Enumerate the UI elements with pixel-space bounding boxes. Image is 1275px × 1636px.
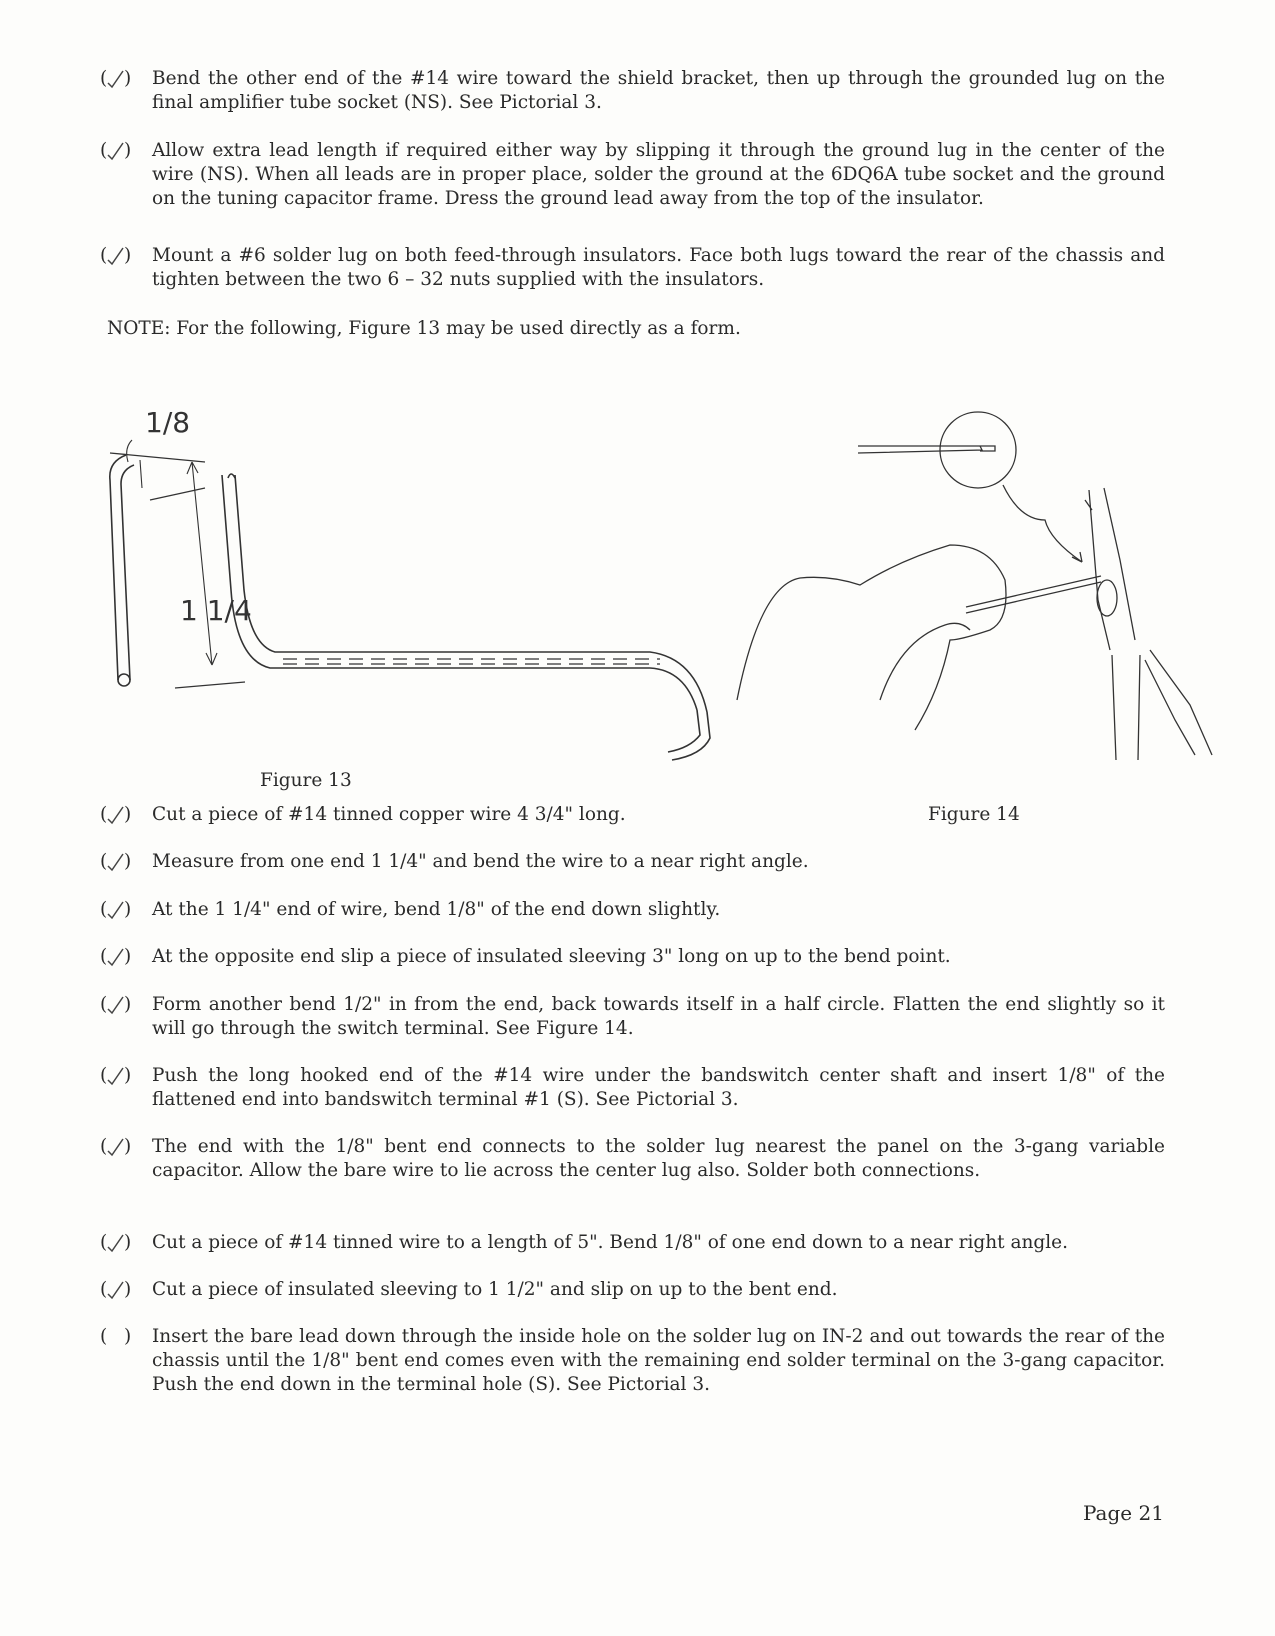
- instruction-step: [100, 993, 1165, 1041]
- step-text: Push the long hooked end of the #14 wire under the bandswitch center shaft and insert 1/8" of the flattened end into bandswitch terminal #1 (S). See Pictorial 3.: [152, 1065, 1165, 1110]
- instruction-step: [100, 945, 1165, 969]
- step-checkbox[interactable]: ( ): [100, 1232, 132, 1253]
- check-mark-icon: [106, 1066, 126, 1086]
- instruction-step: [100, 850, 1165, 874]
- step-checkbox[interactable]: ( ): [100, 1065, 132, 1086]
- check-mark-icon: [106, 1280, 126, 1300]
- step-text: Measure from one end 1 1/4" and bend the wire to a near right angle.: [152, 851, 809, 872]
- step-checkbox[interactable]: ( ): [100, 140, 132, 161]
- figure-13-caption: Figure 13: [260, 770, 352, 791]
- hook-end: [668, 710, 710, 760]
- step-text: Cut a piece of #14 tinned copper wire 4 3/4" long.: [152, 804, 626, 825]
- short-bent-end: [110, 455, 134, 680]
- check-mark-icon: [106, 1233, 126, 1253]
- step-checkbox[interactable]: ( ): [100, 1136, 132, 1157]
- step-checkbox[interactable]: ( ): [100, 804, 132, 825]
- figure-14-caption: Figure 14: [928, 804, 1020, 825]
- check-mark-icon: [106, 947, 126, 967]
- wire-end: [118, 674, 130, 686]
- instruction-step: [100, 1325, 1165, 1397]
- step-text: The end with the 1/8" bent end connects to the solder lug nearest the panel on the 3-gang variable capacitor. Allow the bare wire to lie across the center lug also. Solder both connections.: [152, 1136, 1165, 1181]
- step-checkbox[interactable]: ( ): [100, 245, 132, 266]
- sleeving-dashes: [283, 659, 660, 664]
- dimension-label-eighth: 1/8: [145, 406, 191, 439]
- figure-13-wire-form: [0, 0, 1275, 800]
- step-checkbox[interactable]: ( ): [100, 68, 132, 89]
- instruction-step: [100, 1064, 1165, 1112]
- step-text: Insert the bare lead down through the inside hole on the solder lug on IN-2 and out towards the rear of the chassis until the 1/8" bent end comes even with the remaining end solder terminal on the 3-gang capacitor. Push the end down in the terminal hole (S). See Pictorial 3.: [152, 1326, 1165, 1395]
- check-mark-icon: [106, 1137, 126, 1157]
- step-checkbox[interactable]: ( ): [100, 1326, 132, 1347]
- step-text: Mount a #6 solder lug on both feed-through insulators. Face both lugs toward the rear of the chassis and tighten between the two 6 – 32 nuts supplied with the insulators.: [152, 245, 1165, 290]
- dimension-label-one-quarter: 1 1/4: [180, 594, 252, 627]
- step-text: Form another bend 1/2" in from the end, back towards itself in a half circle. Flatten the end slightly so it will go through the switch terminal. See Figure 14.: [152, 994, 1165, 1039]
- step-text: Cut a piece of insulated sleeving to 1 1/2" and slip on up to the bent end.: [152, 1279, 838, 1300]
- step-text: At the 1 1/4" end of wire, bend 1/8" of the end down slightly.: [152, 899, 721, 920]
- note-text: NOTE: For the following, Figure 13 may be used directly as a form.: [107, 318, 741, 339]
- check-mark-icon: [106, 995, 126, 1015]
- step-text: At the opposite end slip a piece of insulated sleeving 3" long on up to the bend point.: [152, 946, 951, 967]
- step-text: Cut a piece of #14 tinned wire to a length of 5". Bend 1/8" of one end down to a near right angle.: [152, 1232, 1069, 1253]
- step-text: Allow extra lead length if required either way by slipping it through the ground lug in the center of the wire (NS). When all leads are in proper place, solder the ground at the 6DQ6A tube socket and the ground on the tuning capacitor frame. Dress the ground lead away from the top of the insulator.: [152, 140, 1165, 209]
- dimension-lines: [110, 453, 245, 688]
- instruction-step: [100, 1231, 1165, 1255]
- check-mark-icon: [106, 900, 126, 920]
- step-checkbox[interactable]: ( ): [100, 994, 132, 1015]
- instruction-step: [100, 1135, 1165, 1183]
- check-mark-icon: [106, 805, 126, 825]
- instruction-step: [100, 898, 1165, 922]
- long-wire: [222, 475, 707, 712]
- instruction-step: [100, 1278, 1165, 1302]
- step-checkbox[interactable]: ( ): [100, 1279, 132, 1300]
- page-number: Page 21: [1083, 1501, 1164, 1525]
- step-checkbox[interactable]: ( ): [100, 946, 132, 967]
- step-checkbox[interactable]: ( ): [100, 851, 132, 872]
- step-checkbox[interactable]: ( ): [100, 899, 132, 920]
- check-mark-icon: [106, 852, 126, 872]
- figure-14-pliers-illustration: [737, 412, 1212, 760]
- step-text: Bend the other end of the #14 wire toward the shield bracket, then up through the grounded lug on the final amplifier tube socket (NS). See Pictorial 3.: [152, 68, 1165, 113]
